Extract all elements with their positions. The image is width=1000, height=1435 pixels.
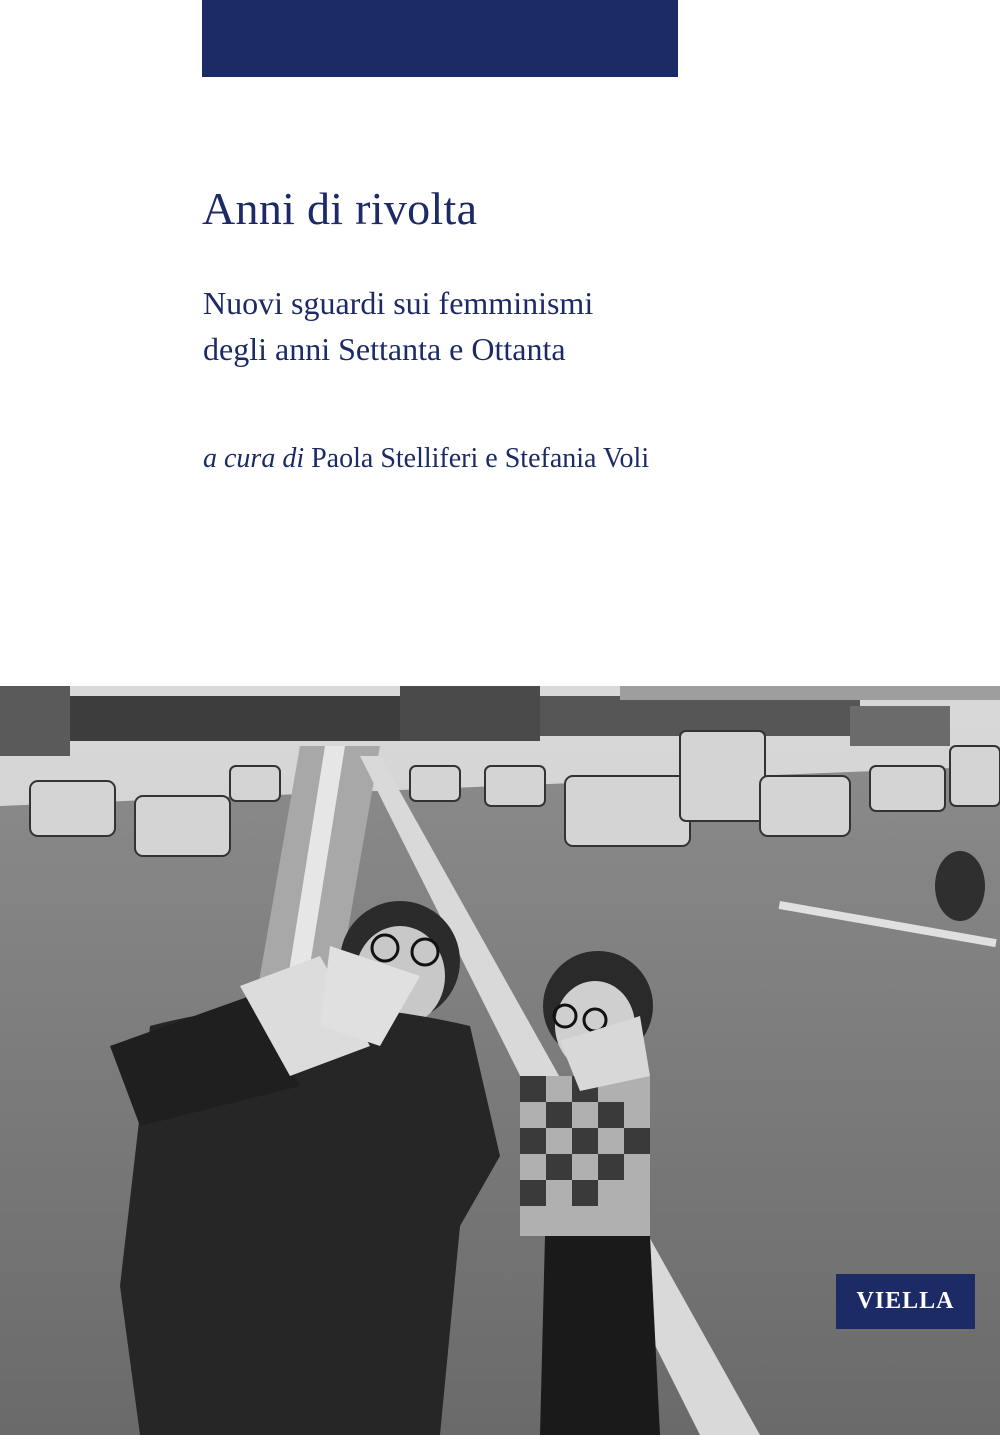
editors-names: Paola Stelliferi e Stefania Voli [311, 443, 650, 474]
subtitle-line-2: degli anni Settanta e Ottanta [203, 331, 566, 367]
book-title: Anni di rivolta [202, 183, 478, 234]
editors-prefix: a cura di [203, 443, 305, 474]
editors-line [203, 443, 649, 475]
publisher-logo: VIELLA [836, 1274, 975, 1329]
subtitle-line-1: Nuovi sguardi sui femminismi [203, 285, 594, 321]
top-color-bar [202, 0, 678, 77]
book-subtitle [203, 280, 803, 372]
